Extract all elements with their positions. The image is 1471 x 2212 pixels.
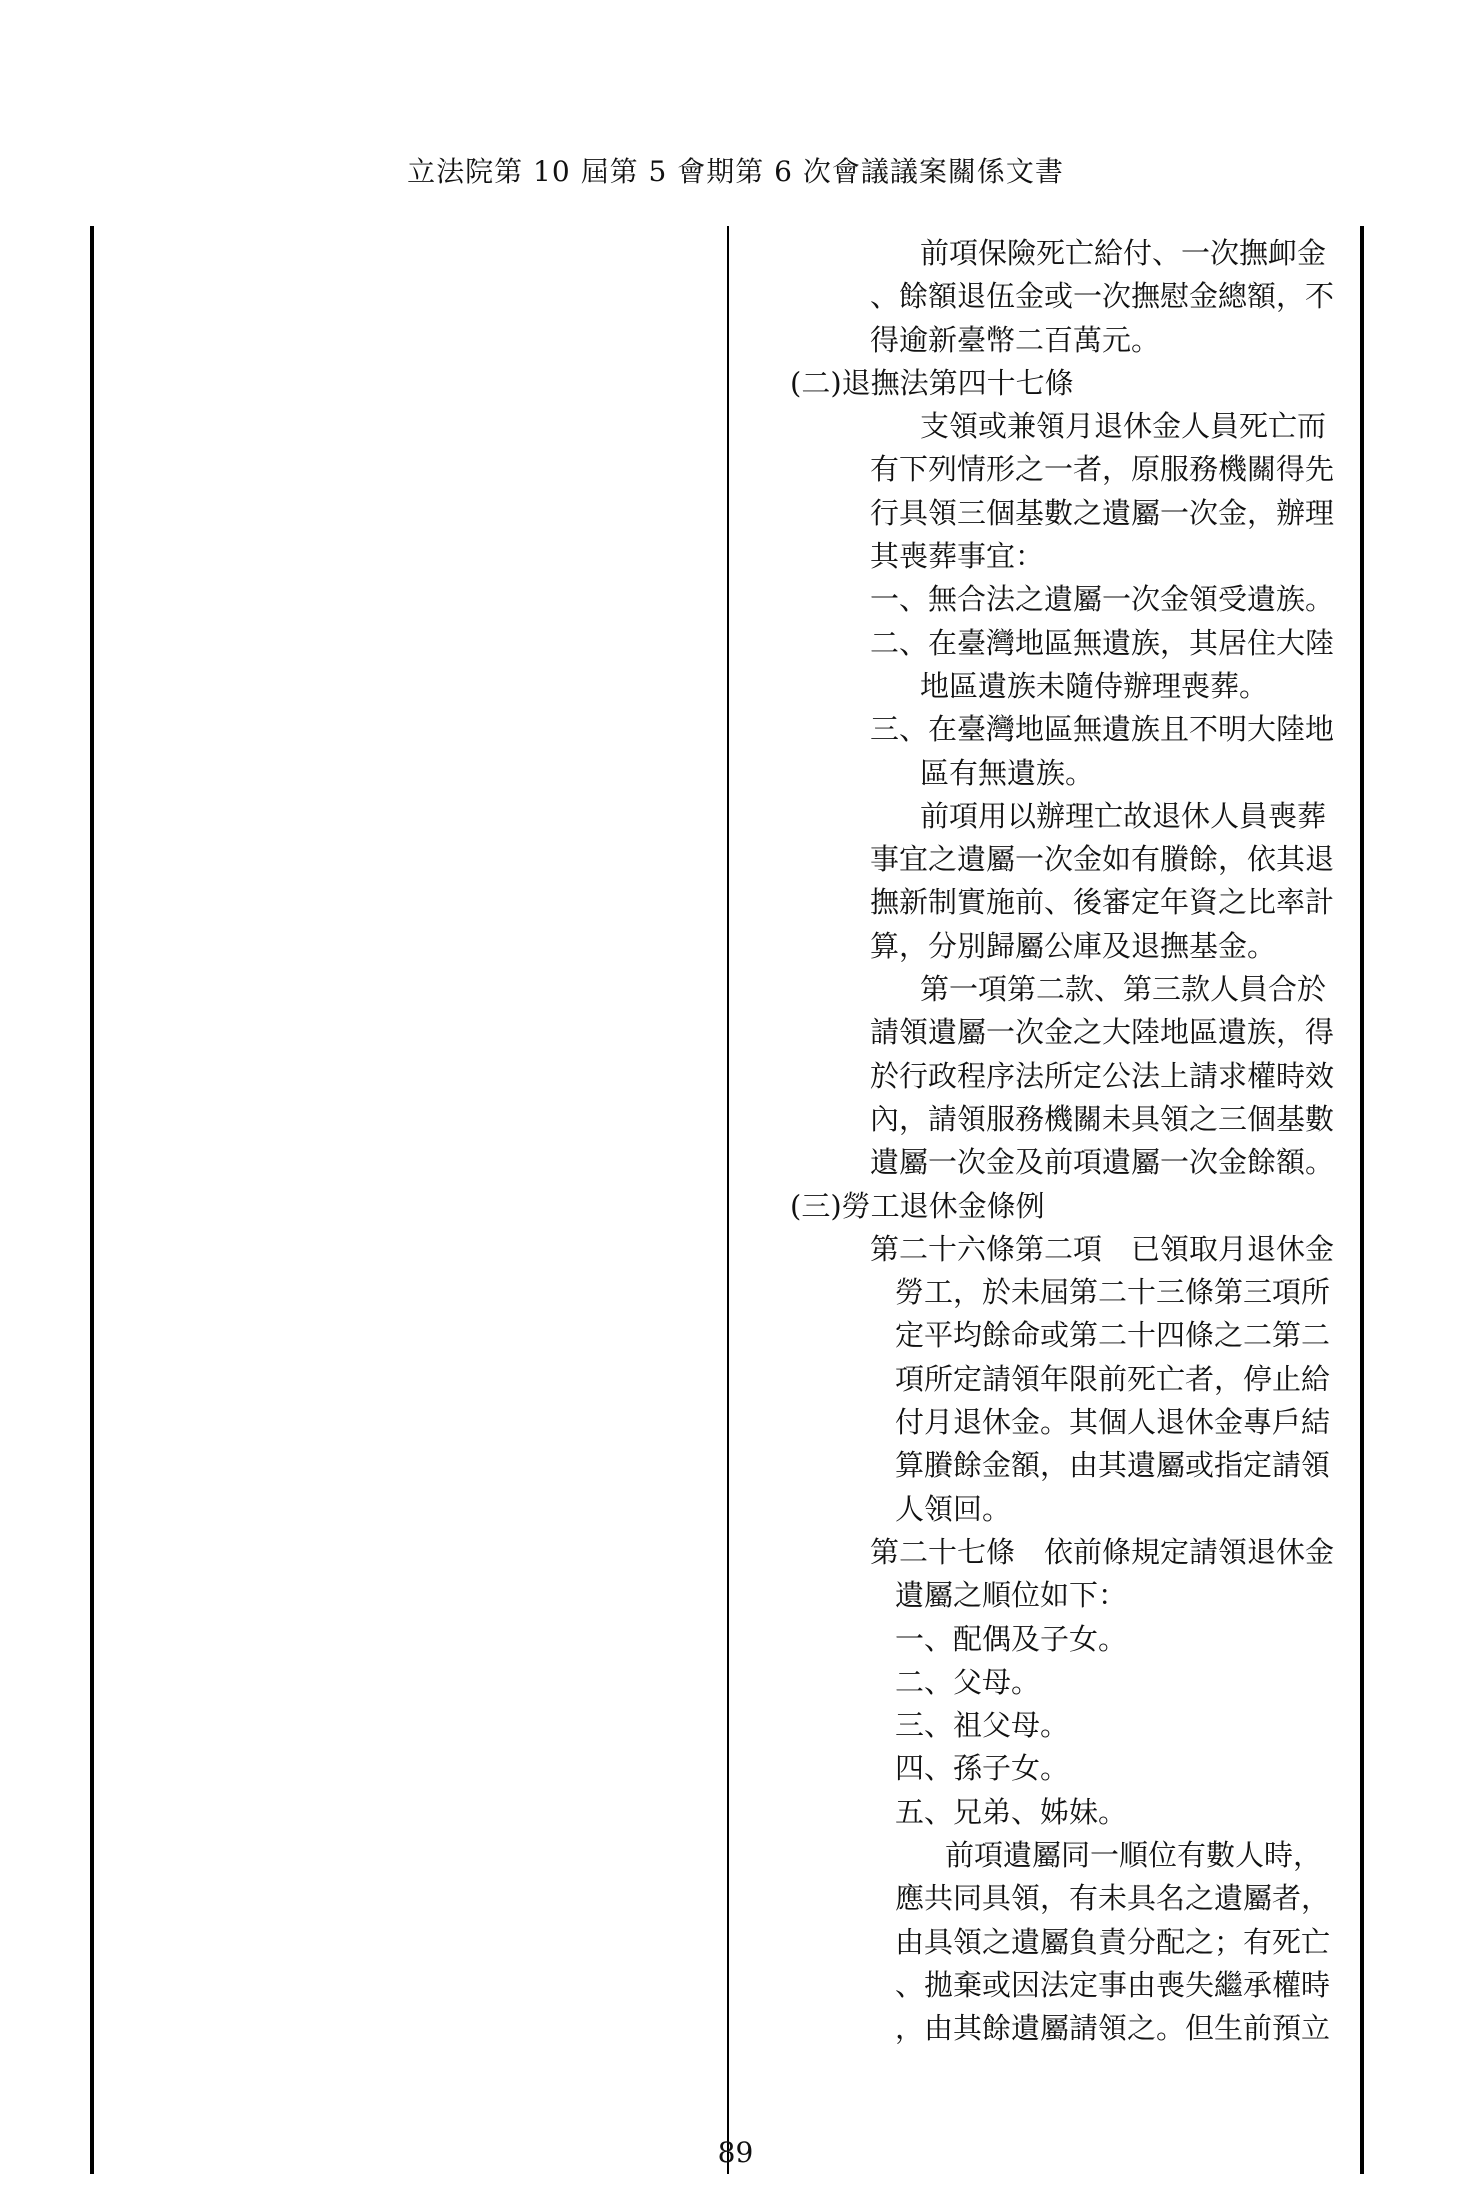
text-line: 第二十七條 依前條規定請領退休金: [870, 1534, 1335, 1569]
text-line: 二、父母。: [895, 1664, 1041, 1699]
text-line: 、餘額退伍金或一次撫慰金總額，不: [870, 279, 1335, 314]
text-line: 請領遺屬一次金之大陸地區遺族，得: [870, 1015, 1335, 1050]
text-line: 項所定請領年限前死亡者，停止給: [895, 1361, 1331, 1396]
text-line: 四、孫子女。: [895, 1751, 1070, 1786]
page-header: 立法院第 10 屆第 5 會期第 6 次會議議案關係文書: [407, 155, 1064, 188]
text-line: 第一項第二款、第三款人員合於: [920, 972, 1327, 1007]
text-line: 算賸餘金額，由其遺屬或指定請領: [895, 1448, 1331, 1483]
text-line: (二)退撫法第四十七條: [790, 365, 1074, 400]
text-line: 前項保險死亡給付、一次撫卹金: [920, 236, 1327, 270]
text-line: 內，請領服務機關未具領之三個基數: [870, 1101, 1335, 1136]
text-line: 前項用以辦理亡故退休人員喪葬: [920, 798, 1327, 833]
text-line: 得逾新臺幣二百萬元。: [870, 322, 1161, 357]
text-line: 第二十六條第二項 已領取月退休金: [870, 1231, 1335, 1266]
right-column-text: [790, 232, 1350, 2050]
text-line: 應共同具領，有未具名之遺屬者，: [895, 1881, 1331, 1916]
text-line: 遺屬一次金及前項遺屬一次金餘額。: [870, 1145, 1335, 1180]
text-line: 區有無遺族。: [920, 755, 1095, 790]
text-line: 事宜之遺屬一次金如有賸餘，依其退: [870, 842, 1335, 877]
text-line: 一、配偶及子女。: [895, 1621, 1128, 1656]
right-border-line: [1360, 226, 1364, 2174]
text-line: 於行政程序法所定公法上請求權時效: [870, 1058, 1335, 1093]
text-line: 前項遺屬同一順位有數人時，: [945, 1837, 1323, 1872]
text-line: (三)勞工退休金條例: [790, 1188, 1045, 1223]
page-number: 89: [717, 2136, 754, 2169]
left-border-line: [90, 226, 94, 2174]
text-line: 由具領之遺屬負責分配之；有死亡: [895, 1924, 1331, 1959]
text-line: 五、兄弟、姊妹。: [895, 1794, 1128, 1829]
text-line: 付月退休金。其個人退休金專戶結: [895, 1405, 1331, 1440]
text-line: 三、在臺灣地區無遺族且不明大陸地: [870, 712, 1335, 747]
text-line: 二、在臺灣地區無遺族，其居住大陸: [870, 625, 1335, 660]
text-line: 地區遺族未隨侍辦理喪葬。: [920, 668, 1269, 703]
text-line: 行具領三個基數之遺屬一次金，辦理: [870, 495, 1335, 530]
text-line: 支領或兼領月退休金人員死亡而: [920, 409, 1327, 444]
text-line: 有下列情形之一者，原服務機關得先: [870, 452, 1335, 487]
column-divider-line: [727, 226, 729, 2174]
text-line: 其喪葬事宜：: [870, 539, 1045, 574]
text-line: 算，分別歸屬公庫及退撫基金。: [870, 928, 1277, 963]
text-line: 三、祖父母。: [895, 1708, 1070, 1743]
text-line: 、拋棄或因法定事由喪失繼承權時: [895, 1967, 1331, 2002]
text-line: 撫新制實施前、後審定年資之比率計: [870, 885, 1335, 920]
text-line: 遺屬之順位如下：: [895, 1578, 1128, 1613]
text-line: 勞工，於未屆第二十三條第三項所: [895, 1275, 1331, 1310]
text-line: 人領回。: [895, 1491, 1012, 1526]
text-line: 一、無合法之遺屬一次金領受遺族。: [870, 582, 1335, 617]
text-line: ，由其餘遺屬請領之。但生前預立: [895, 2011, 1331, 2046]
text-line: 定平均餘命或第二十四條之二第二: [895, 1318, 1331, 1353]
